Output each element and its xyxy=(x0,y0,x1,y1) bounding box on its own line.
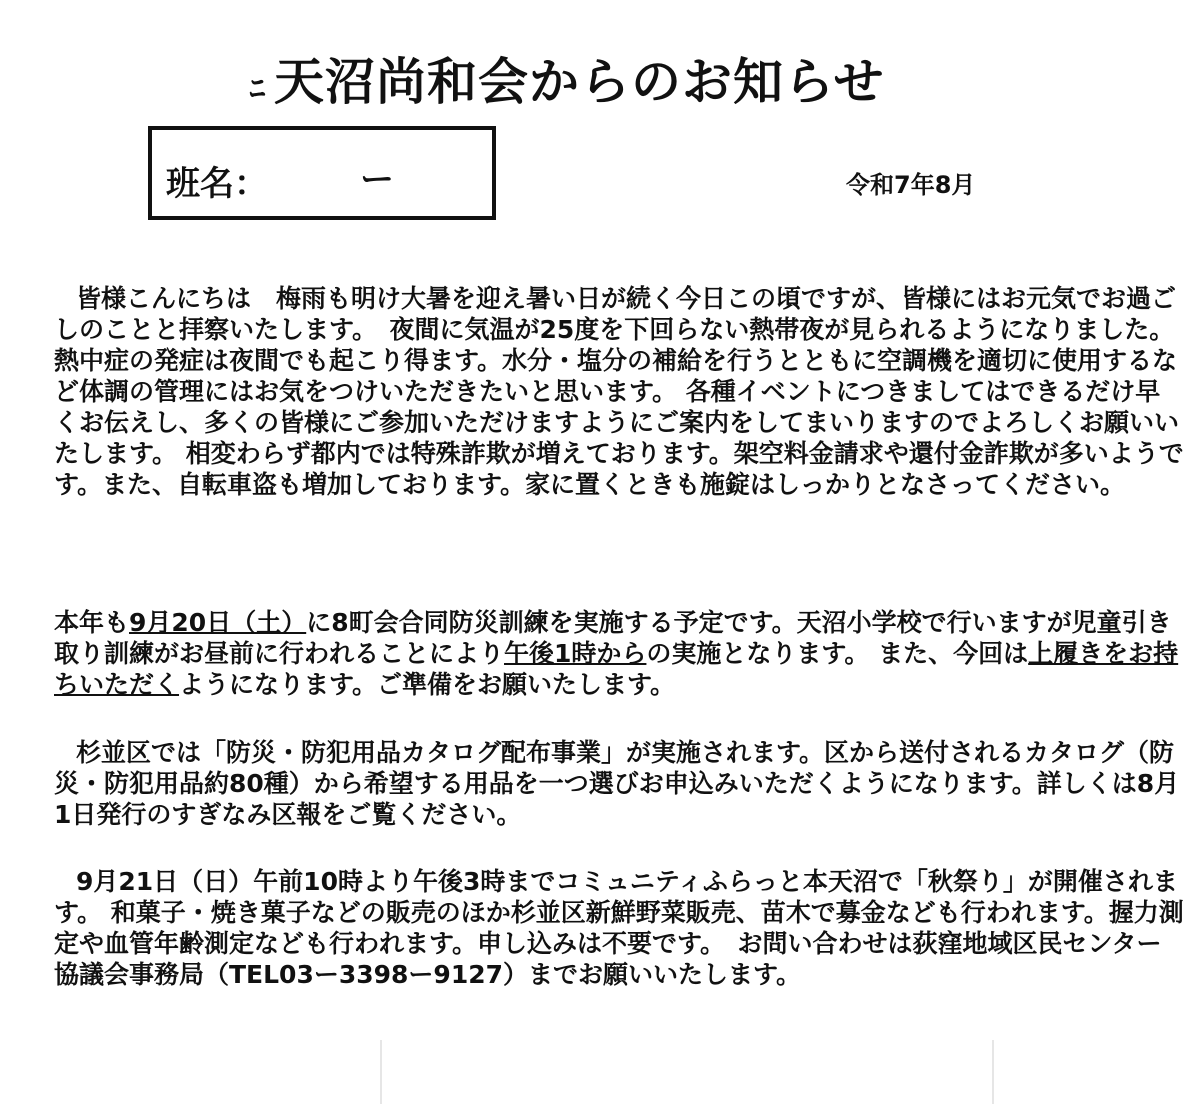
han-value: ー xyxy=(360,160,394,200)
title-text: 天沼尚和会からのお知らせ xyxy=(274,53,885,111)
greeting-text: 皆様こんにちは 梅雨も明け大暑を迎え暑い日が続く今日この頃ですが、皆様にはお元気でお過ごしのことと拝察いたします。 夜間に気温が25度を下回らない熱帯夜が見られるようになりました。熱中症の発症は夜間でも起こり得ます。水分・塩分の補給を行うとともに空調機を適切に使用するなど体調の管理にはお気をつけいただきたいと思います。 各種イベントにつきましてはできるだけ早くお伝えし、多くの皆様にご参加いただけますようにご案内をしてまいりますのでよろしくお願いいたします。 相変わらず都内では特殊詐欺が増えております。架空料金請求や還付金詐欺が多いようです。また、自転車盗も増加しております。家に置くときも施錠はしっかりとなさってください。 xyxy=(54,284,1184,499)
show-through-table xyxy=(380,1040,994,1104)
catalog-paragraph xyxy=(54,737,1184,830)
drill-text-g: ようになります。ご準備をお願いたします。 xyxy=(179,670,676,699)
drill-text-e: の実施となります。 また、今回は xyxy=(646,639,1029,668)
drill-shoes-note: 上履きをお持ちいただく xyxy=(54,639,1179,699)
greeting-paragraph xyxy=(54,283,1184,500)
drill-date: 9月20日（土） xyxy=(129,608,307,637)
title-mark: ﾆ xyxy=(250,71,266,107)
festival-text: 9月21日（日）午前10時より午後3時までコミュニティふらっと本天沼で「秋祭り」が開催されます。 和菓子・焼き菓子などの販売のほか杉並区新鮮野菜販売、苗木で募金なども行われます。握力測定や血管年齢測定なども行われます。申し込みは不要です。 お問い合わせは荻窪地域区民センター協議会事務局（TEL03ー3398ー9127）までお願いいたします。 xyxy=(54,867,1184,989)
notice-title xyxy=(250,42,950,114)
festival-paragraph xyxy=(54,866,1184,990)
han-label: 班名： xyxy=(166,164,268,204)
drill-text-a: 本年も xyxy=(54,608,130,637)
drill-paragraph xyxy=(54,607,1184,700)
drill-time: 午後1時から xyxy=(504,639,647,668)
han-name-box xyxy=(148,126,496,220)
catalog-text: 杉並区では「防災・防犯用品カタログ配布事業」が実施されます。区から送付されるカタログ（防災・防犯用品約80種）から希望する用品を一つ選びお申込みいただくようになります。詳しくは8月1日発行のすぎなみ区報をご覧ください。 xyxy=(54,738,1180,829)
notice-date: 令和7年8月 xyxy=(846,171,976,199)
drill-text-c: に8町会合同防災訓練を実施する予定です。天沼小学校で行いますが児童引き取り訓練がお昼前に行われることにより xyxy=(54,608,1172,668)
